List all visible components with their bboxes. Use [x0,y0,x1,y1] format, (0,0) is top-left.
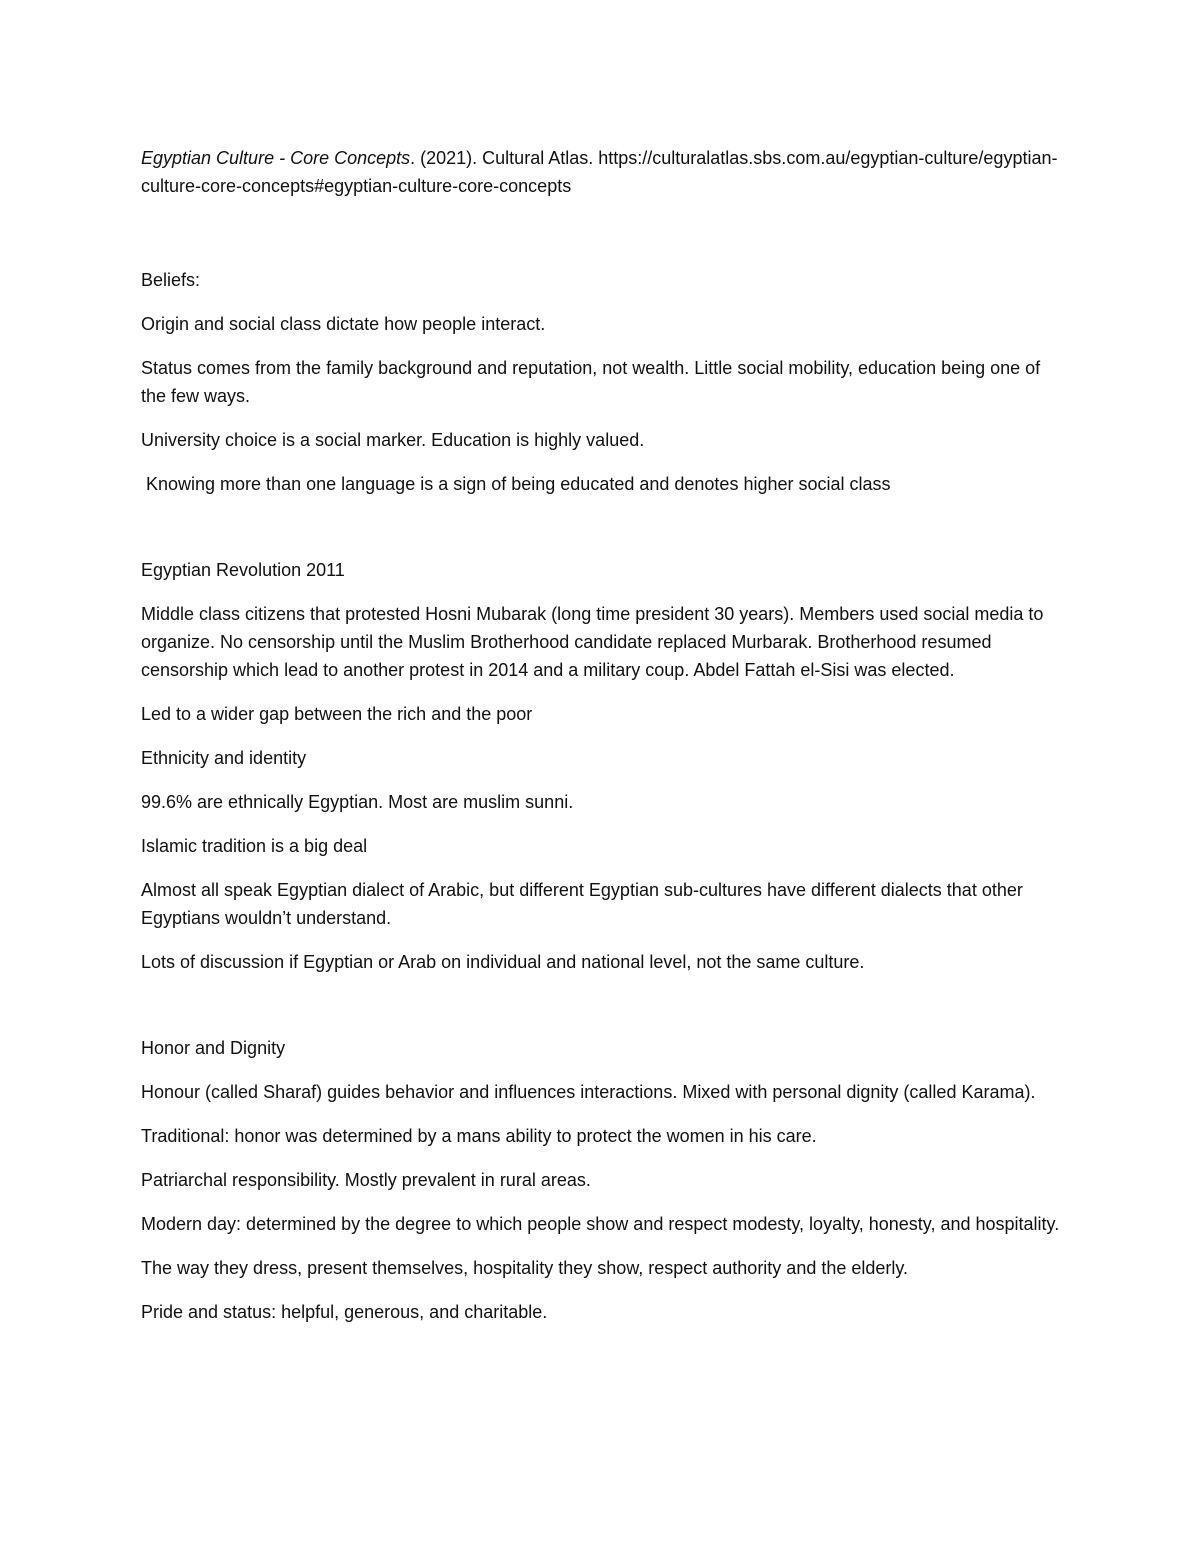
paragraph: Ethnicity and identity [141,748,307,768]
section-heading: Egyptian Revolution 2011 [141,560,345,580]
citation [141,144,1061,200]
paragraph: University choice is a social marker. Education is highly valued. [141,430,645,450]
paragraph: Status comes from the family background and reputation, not wealth. Little social mobility, education being one of the few ways. [141,358,1041,406]
paragraph: Origin and social class dictate how people interact. [141,314,546,334]
paragraph: 99.6% are ethnically Egyptian. Most are muslim sunni. [141,792,574,812]
citation-details: . (2021). Cultural Atlas. https://culturalatlas.sbs.com.au/egyptian-culture/egyptian-culture-core-concepts#egyptian-culture-core-concepts [141,148,1058,196]
paragraph: Led to a wider gap between the rich and the poor [141,704,533,724]
paragraph: Pride and status: helpful, generous, and charitable. [141,1302,548,1322]
paragraph: Modern day: determined by the degree to which people show and respect modesty, loyalty, honesty, and hospitality. [141,1214,1060,1234]
paragraph: Islamic tradition is a big deal [141,836,368,856]
section-beliefs [141,266,1061,498]
section-heading: Honor and Dignity [141,1038,286,1058]
paragraph: Middle class citizens that protested Hosni Mubarak (long time president 30 years). Members used social media to organize. No censorship until the Muslim Brotherhood candidate replaced Murbarak. Brotherhood resumed censorship which lead to another protest in 2014 and a military coup. Abdel Fattah el-Sisi was elected. [141,604,1044,680]
document-body [141,144,1061,1342]
section-honor [141,1034,1061,1326]
spacer [141,200,1061,266]
spacer [141,514,1061,556]
paragraph: Lots of discussion if Egyptian or Arab on individual and national level, not the same culture. [141,952,865,972]
paragraph: Honour (called Sharaf) guides behavior and influences interactions. Mixed with personal dignity (called Karama). [141,1082,1036,1102]
paragraph: The way they dress, present themselves, hospitality they show, respect authority and the elderly. [141,1258,909,1278]
paragraph: Knowing more than one language is a sign of being educated and denotes higher social class [146,474,891,494]
paragraph: Almost all speak Egyptian dialect of Arabic, but different Egyptian sub-cultures have different dialects that other Egyptians wouldn’t understand. [141,880,1023,928]
citation-title: Egyptian Culture - Core Concepts [141,148,411,168]
section-heading: Beliefs: [141,270,201,290]
paragraph: Patriarchal responsibility. Mostly prevalent in rural areas. [141,1170,591,1190]
section-revolution [141,556,1061,976]
spacer [141,992,1061,1034]
paragraph: Traditional: honor was determined by a mans ability to protect the women in his care. [141,1126,817,1146]
